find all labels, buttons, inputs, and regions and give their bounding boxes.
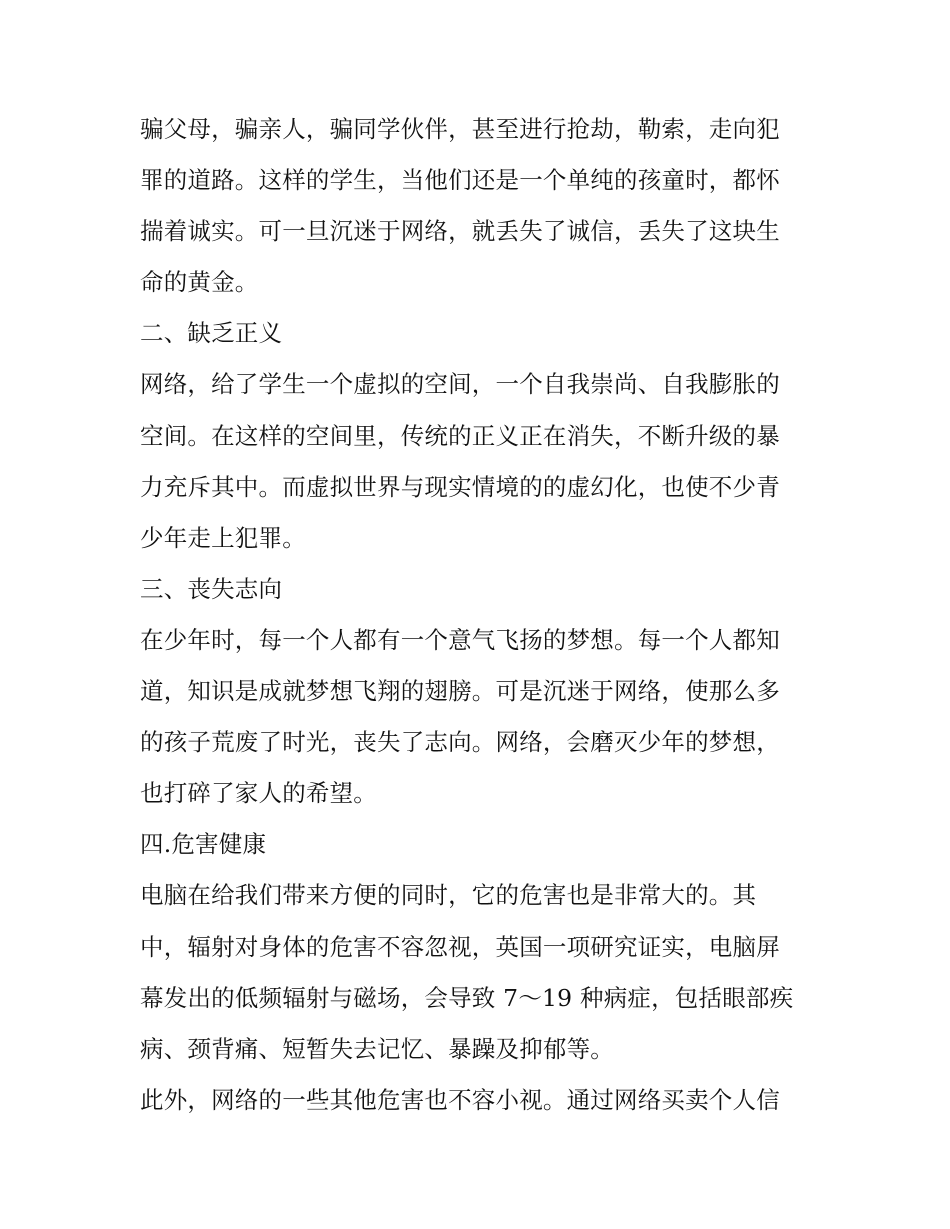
text-line: 道，知识是成就梦想飞翔的翅膀。可是沉迷于网络，使那么多 xyxy=(140,677,780,706)
text-line: 骗父母，骗亲人，骗同学伙伴，甚至进行抢劫，勒索，走向犯 xyxy=(140,115,780,143)
text-line: 空间。在这样的空间里，传统的正义正在消失，不断升级的暴 xyxy=(140,421,780,450)
section-heading: 二、缺乏正义 xyxy=(140,319,283,348)
section-heading: 四.危害健康 xyxy=(140,830,267,859)
document-page xyxy=(140,104,812,1126)
text-line: 中，辐射对身体的危害不容忽视，英国一项研究证实，电脑屏 xyxy=(140,932,780,961)
text-line: 的孩子荒废了时光，丧失了志向。网络，会磨灭少年的梦想， xyxy=(140,728,780,757)
text-line: 力充斥其中。而虚拟世界与现实情境的的虚幻化，也使不少青 xyxy=(140,472,780,501)
text-line: 网络，给了学生一个虚拟的空间，一个自我崇尚、自我膨胀的 xyxy=(140,370,780,399)
text-line: 电脑在给我们带来方便的同时，它的危害也是非常大的。其 xyxy=(140,881,757,910)
text-line: 幕发出的低频辐射与磁场，会导致 7～19 种病症，包括眼部疾 xyxy=(140,983,794,1012)
text-line: 此外，网络的一些其他危害也不容小视。通过网络买卖个人信 xyxy=(140,1085,780,1114)
text-line: 罪的道路。这样的学生，当他们还是一个单纯的孩童时，都怀 xyxy=(140,166,780,195)
text-line: 病、颈背痛、短暂失去记忆、暴躁及抑郁等。 xyxy=(140,1034,614,1063)
text-line: 少年走上犯罪。 xyxy=(140,523,306,552)
text-line: 揣着诚实。可一旦沉迷于网络，就丢失了诚信，丢失了这块生 xyxy=(140,217,780,246)
text-line: 在少年时，每一个人都有一个意气飞扬的梦想。每一个人都知 xyxy=(140,625,780,654)
section-heading: 三、丧失志向 xyxy=(140,574,283,603)
text-line: 命的黄金。 xyxy=(140,268,259,297)
text-line: 也打碎了家人的希望。 xyxy=(140,779,377,808)
